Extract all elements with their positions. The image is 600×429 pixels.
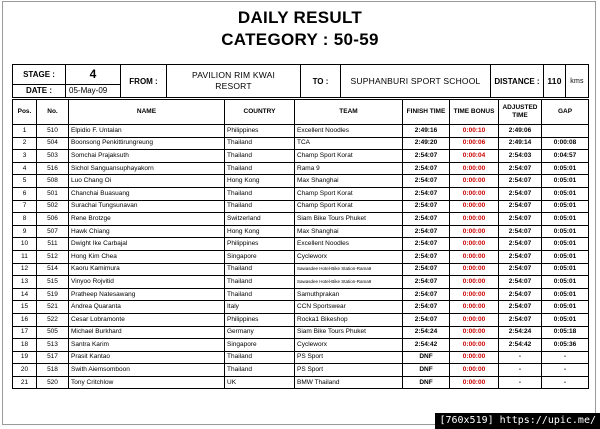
table-row	[13, 150, 589, 163]
cell-team: Excellent Noodles	[295, 125, 403, 138]
cell-country: Thailand	[225, 263, 295, 276]
cell-finish-time: 2:54:07	[403, 313, 450, 326]
from-value-line1: PAVILION RIM KWAI	[191, 70, 276, 80]
cell-no: 519	[37, 288, 69, 301]
cell-pos: 16	[13, 313, 37, 326]
cell-pos: 13	[13, 276, 37, 289]
cell-pos: 14	[13, 288, 37, 301]
cell-name: Tony Critchlow	[69, 376, 225, 389]
table-row	[13, 301, 589, 314]
cell-name: Hong Kim Chea	[69, 250, 225, 263]
cell-name: Kaoru Kamimura	[69, 263, 225, 276]
cell-adjusted-time: -	[499, 376, 542, 389]
cell-team: CCN Sportswear	[295, 301, 403, 314]
cell-finish-time: 2:54:07	[403, 200, 450, 213]
cell-pos: 8	[13, 213, 37, 226]
table-row	[13, 225, 589, 238]
cell-name: Surachai Tungsunavan	[69, 200, 225, 213]
cell-no: 503	[37, 150, 69, 163]
cell-country: Thailand	[225, 276, 295, 289]
cell-adjusted-time: 2:54:07	[499, 200, 542, 213]
cell-name: Andrea Quaranta	[69, 301, 225, 314]
cell-name: Cesar Lobramonte	[69, 313, 225, 326]
cell-team: Sawasdee Hotel-Bike Station-Rama9	[295, 263, 403, 276]
cell-adjusted-time: 2:54:07	[499, 162, 542, 175]
cell-team: Rocka1 Bikeshop	[295, 313, 403, 326]
cell-pos: 20	[13, 364, 37, 377]
cell-name: Elpidio F. Untalan	[69, 125, 225, 138]
cell-pos: 1	[13, 125, 37, 138]
cell-time-bonus: 0:00:00	[450, 313, 499, 326]
cell-time-bonus: 0:00:00	[450, 301, 499, 314]
table-row	[13, 250, 589, 263]
cell-gap: 0:00:08	[542, 137, 589, 150]
cell-gap: 0:05:01	[542, 200, 589, 213]
table-row	[13, 326, 589, 339]
cell-gap: 0:05:01	[542, 288, 589, 301]
cell-gap: 0:05:01	[542, 313, 589, 326]
cell-time-bonus: 0:00:00	[450, 326, 499, 339]
stage-label: STAGE :	[13, 65, 66, 85]
cell-gap: 0:05:01	[542, 276, 589, 289]
cell-gap: 0:05:01	[542, 175, 589, 188]
cell-time-bonus: 0:00:00	[450, 250, 499, 263]
cell-name: Swith Aiemsomboon	[69, 364, 225, 377]
cell-country: Thailand	[225, 162, 295, 175]
cell-adjusted-time: 2:54:07	[499, 187, 542, 200]
cell-pos: 11	[13, 250, 37, 263]
cell-no: 514	[37, 263, 69, 276]
table-row	[13, 175, 589, 188]
cell-team: Samuthprakan	[295, 288, 403, 301]
to-value: SUPHANBURI SPORT SCHOOL	[341, 65, 491, 98]
cell-pos: 2	[13, 137, 37, 150]
cell-no: 510	[37, 125, 69, 138]
cell-name: Luo Chang Oi	[69, 175, 225, 188]
table-row	[13, 200, 589, 213]
cell-adjusted-time: 2:54:07	[499, 238, 542, 251]
page-title: DAILY RESULT	[237, 8, 363, 27]
cell-time-bonus: 0:00:00	[450, 276, 499, 289]
cell-name: Somchai Prajaksuth	[69, 150, 225, 163]
cell-no: 507	[37, 225, 69, 238]
cell-country: Philippines	[225, 125, 295, 138]
cell-finish-time: 2:54:07	[403, 238, 450, 251]
results-table	[12, 99, 589, 389]
cell-pos: 10	[13, 238, 37, 251]
cell-pos: 18	[13, 339, 37, 352]
table-row	[13, 288, 589, 301]
cell-adjusted-time: -	[499, 364, 542, 377]
cell-gap	[542, 125, 589, 138]
cell-country: Philippines	[225, 313, 295, 326]
from-value-line2: RESORT	[215, 81, 252, 91]
cell-pos: 6	[13, 187, 37, 200]
cell-name: Santra Karim	[69, 339, 225, 352]
table-row	[13, 238, 589, 251]
cell-adjusted-time: 2:54:42	[499, 339, 542, 352]
cell-no: 508	[37, 175, 69, 188]
cell-time-bonus: 0:00:00	[450, 175, 499, 188]
cell-country: Singapore	[225, 250, 295, 263]
cell-country: Switzerland	[225, 213, 295, 226]
col-header-no: No.	[37, 100, 69, 125]
cell-finish-time: 2:54:24	[403, 326, 450, 339]
distance-unit: kms	[566, 65, 589, 98]
cell-team: Champ Sport Korat	[295, 187, 403, 200]
cell-team: Excellent Noodles	[295, 238, 403, 251]
cell-team: Max Shanghai	[295, 175, 403, 188]
cell-name: Prasit Kantao	[69, 351, 225, 364]
cell-no: 515	[37, 276, 69, 289]
cell-no: 501	[37, 187, 69, 200]
cell-name: Vinyoo Rojvitid	[69, 276, 225, 289]
cell-pos: 15	[13, 301, 37, 314]
cell-gap: 0:05:01	[542, 213, 589, 226]
cell-team: Champ Sport Korat	[295, 150, 403, 163]
cell-pos: 5	[13, 175, 37, 188]
cell-time-bonus: 0:00:00	[450, 225, 499, 238]
cell-country: Thailand	[225, 200, 295, 213]
table-row	[13, 213, 589, 226]
col-header-country: COUNTRY	[225, 100, 295, 125]
cell-no: 520	[37, 376, 69, 389]
cell-finish-time: DNF	[403, 351, 450, 364]
to-label: TO :	[301, 65, 341, 98]
cell-team: Cycleworx	[295, 250, 403, 263]
cell-team: Siam Bike Tours Phuket	[295, 326, 403, 339]
cell-country: Thailand	[225, 150, 295, 163]
cell-adjusted-time: -	[499, 351, 542, 364]
cell-gap: 0:04:57	[542, 150, 589, 163]
cell-adjusted-time: 2:54:07	[499, 263, 542, 276]
cell-finish-time: 2:54:42	[403, 339, 450, 352]
cell-finish-time: 2:54:07	[403, 276, 450, 289]
cell-finish-time: 2:49:16	[403, 125, 450, 138]
col-header-time-bonus: TIME BONUS	[450, 100, 499, 125]
cell-adjusted-time: 2:54:07	[499, 288, 542, 301]
cell-finish-time: 2:54:07	[403, 301, 450, 314]
cell-time-bonus: 0:00:00	[450, 288, 499, 301]
cell-time-bonus: 0:00:00	[450, 200, 499, 213]
table-row	[13, 125, 589, 138]
cell-adjusted-time: 2:54:07	[499, 175, 542, 188]
results-table-container	[12, 99, 588, 389]
cell-team: Siam Bike Tours Phuket	[295, 213, 403, 226]
cell-adjusted-time: 2:54:07	[499, 276, 542, 289]
cell-team: PS Sport	[295, 351, 403, 364]
table-row	[13, 313, 589, 326]
date-value: 05-May-09	[66, 84, 121, 97]
cell-finish-time: 2:49:20	[403, 137, 450, 150]
cell-team: Rama 9	[295, 162, 403, 175]
cell-country: Thailand	[225, 364, 295, 377]
cell-adjusted-time: 2:54:07	[499, 250, 542, 263]
cell-gap: -	[542, 376, 589, 389]
cell-no: 522	[37, 313, 69, 326]
cell-time-bonus: 0:00:10	[450, 125, 499, 138]
cell-pos: 19	[13, 351, 37, 364]
cell-gap: -	[542, 364, 589, 377]
cell-team: BMW Thailand	[295, 376, 403, 389]
cell-team: PS Sport	[295, 364, 403, 377]
cell-country: Hong Kong	[225, 225, 295, 238]
cell-gap: 0:05:18	[542, 326, 589, 339]
table-row	[13, 162, 589, 175]
cell-country: Hong Kong	[225, 175, 295, 188]
cell-no: 512	[37, 250, 69, 263]
cell-name: Sichol Sanguansuphayakorn	[69, 162, 225, 175]
cell-time-bonus: 0:00:00	[450, 376, 499, 389]
stage-info-table	[12, 64, 588, 98]
cell-finish-time: 2:54:07	[403, 187, 450, 200]
distance-label: DISTANCE :	[491, 65, 544, 98]
from-label: FROM :	[121, 65, 167, 98]
cell-finish-time: 2:54:07	[403, 175, 450, 188]
cell-team: Champ Sport Korat	[295, 200, 403, 213]
col-header-team: TEAM	[295, 100, 403, 125]
table-row	[13, 276, 589, 289]
cell-finish-time: 2:54:07	[403, 213, 450, 226]
cell-gap: 0:05:01	[542, 162, 589, 175]
cell-time-bonus: 0:00:00	[450, 238, 499, 251]
cell-country: Philippines	[225, 238, 295, 251]
cell-adjusted-time: 2:54:07	[499, 225, 542, 238]
results-body	[13, 125, 589, 389]
cell-adjusted-time: 2:54:24	[499, 326, 542, 339]
cell-pos: 12	[13, 263, 37, 276]
cell-time-bonus: 0:00:00	[450, 263, 499, 276]
cell-finish-time: 2:54:07	[403, 288, 450, 301]
cell-gap: 0:05:01	[542, 250, 589, 263]
cell-finish-time: 2:54:07	[403, 263, 450, 276]
cell-no: 511	[37, 238, 69, 251]
from-value	[167, 65, 301, 98]
cell-pos: 4	[13, 162, 37, 175]
table-row	[13, 137, 589, 150]
cell-time-bonus: 0:00:06	[450, 137, 499, 150]
cell-finish-time: 2:54:07	[403, 162, 450, 175]
cell-adjusted-time: 2:49:14	[499, 137, 542, 150]
cell-country: Germany	[225, 326, 295, 339]
cell-finish-time: DNF	[403, 364, 450, 377]
cell-time-bonus: 0:00:00	[450, 187, 499, 200]
cell-time-bonus: 0:00:00	[450, 351, 499, 364]
cell-no: 518	[37, 364, 69, 377]
cell-adjusted-time: 2:49:06	[499, 125, 542, 138]
col-header-finish-time: FINISH TIME	[403, 100, 450, 125]
cell-name: Dwight Ike Carbajal	[69, 238, 225, 251]
cell-country: Italy	[225, 301, 295, 314]
col-header-gap: GAP	[542, 100, 589, 125]
table-row	[13, 351, 589, 364]
cell-pos: 7	[13, 200, 37, 213]
cell-no: 505	[37, 326, 69, 339]
cell-time-bonus: 0:00:04	[450, 150, 499, 163]
date-label: DATE :	[13, 84, 66, 97]
cell-no: 506	[37, 213, 69, 226]
col-header-adjusted-time: ADJUSTED TIME	[499, 100, 542, 125]
cell-team: Cycleworx	[295, 339, 403, 352]
cell-no: 504	[37, 137, 69, 150]
category-subtitle: CATEGORY : 50-59	[221, 30, 379, 49]
cell-adjusted-time: 2:54:03	[499, 150, 542, 163]
cell-name: Hawk Chiang	[69, 225, 225, 238]
cell-adjusted-time: 2:54:07	[499, 301, 542, 314]
cell-name: Pratheep Natesawang	[69, 288, 225, 301]
cell-name: Chanchai Buasuang	[69, 187, 225, 200]
table-row	[13, 263, 589, 276]
stage-value: 4	[66, 65, 121, 85]
col-header-pos: Pos.	[13, 100, 37, 125]
cell-country: Singapore	[225, 339, 295, 352]
cell-gap: 0:05:01	[542, 301, 589, 314]
cell-team: Max Shanghai	[295, 225, 403, 238]
cell-gap: -	[542, 351, 589, 364]
table-row	[13, 339, 589, 352]
cell-pos: 17	[13, 326, 37, 339]
cell-finish-time: 2:54:07	[403, 225, 450, 238]
cell-adjusted-time: 2:54:07	[499, 313, 542, 326]
cell-name: Michael Burkhard	[69, 326, 225, 339]
cell-gap: 0:05:01	[542, 225, 589, 238]
cell-no: 502	[37, 200, 69, 213]
cell-no: 516	[37, 162, 69, 175]
cell-time-bonus: 0:00:00	[450, 364, 499, 377]
table-header-row	[13, 100, 589, 125]
cell-team: Sawasdee Hotel-Bike Station-Rama9	[295, 276, 403, 289]
cell-time-bonus: 0:00:00	[450, 339, 499, 352]
cell-country: UK	[225, 376, 295, 389]
cell-finish-time: 2:54:07	[403, 250, 450, 263]
cell-no: 513	[37, 339, 69, 352]
cell-country: Thailand	[225, 187, 295, 200]
cell-gap: 0:05:01	[542, 238, 589, 251]
cell-pos: 9	[13, 225, 37, 238]
cell-time-bonus: 0:00:00	[450, 162, 499, 175]
cell-gap: 0:05:01	[542, 263, 589, 276]
distance-value: 110	[544, 65, 566, 98]
cell-country: Thailand	[225, 351, 295, 364]
table-row	[13, 187, 589, 200]
watermark-text: [760x519] https://upic.me/	[435, 413, 600, 429]
cell-finish-time: DNF	[403, 376, 450, 389]
cell-team: TCA	[295, 137, 403, 150]
cell-no: 521	[37, 301, 69, 314]
cell-gap: 0:05:01	[542, 187, 589, 200]
cell-pos: 21	[13, 376, 37, 389]
table-row	[13, 364, 589, 377]
cell-pos: 3	[13, 150, 37, 163]
col-header-name: NAME	[69, 100, 225, 125]
cell-country: Thailand	[225, 137, 295, 150]
cell-no: 517	[37, 351, 69, 364]
cell-country: Thailand	[225, 288, 295, 301]
cell-adjusted-time: 2:54:07	[499, 213, 542, 226]
cell-name: Rene Brotzge	[69, 213, 225, 226]
cell-time-bonus: 0:00:00	[450, 213, 499, 226]
cell-name: Boonsong Penkittirungreung	[69, 137, 225, 150]
cell-gap: 0:05:36	[542, 339, 589, 352]
cell-finish-time: 2:54:07	[403, 150, 450, 163]
table-row	[13, 376, 589, 389]
